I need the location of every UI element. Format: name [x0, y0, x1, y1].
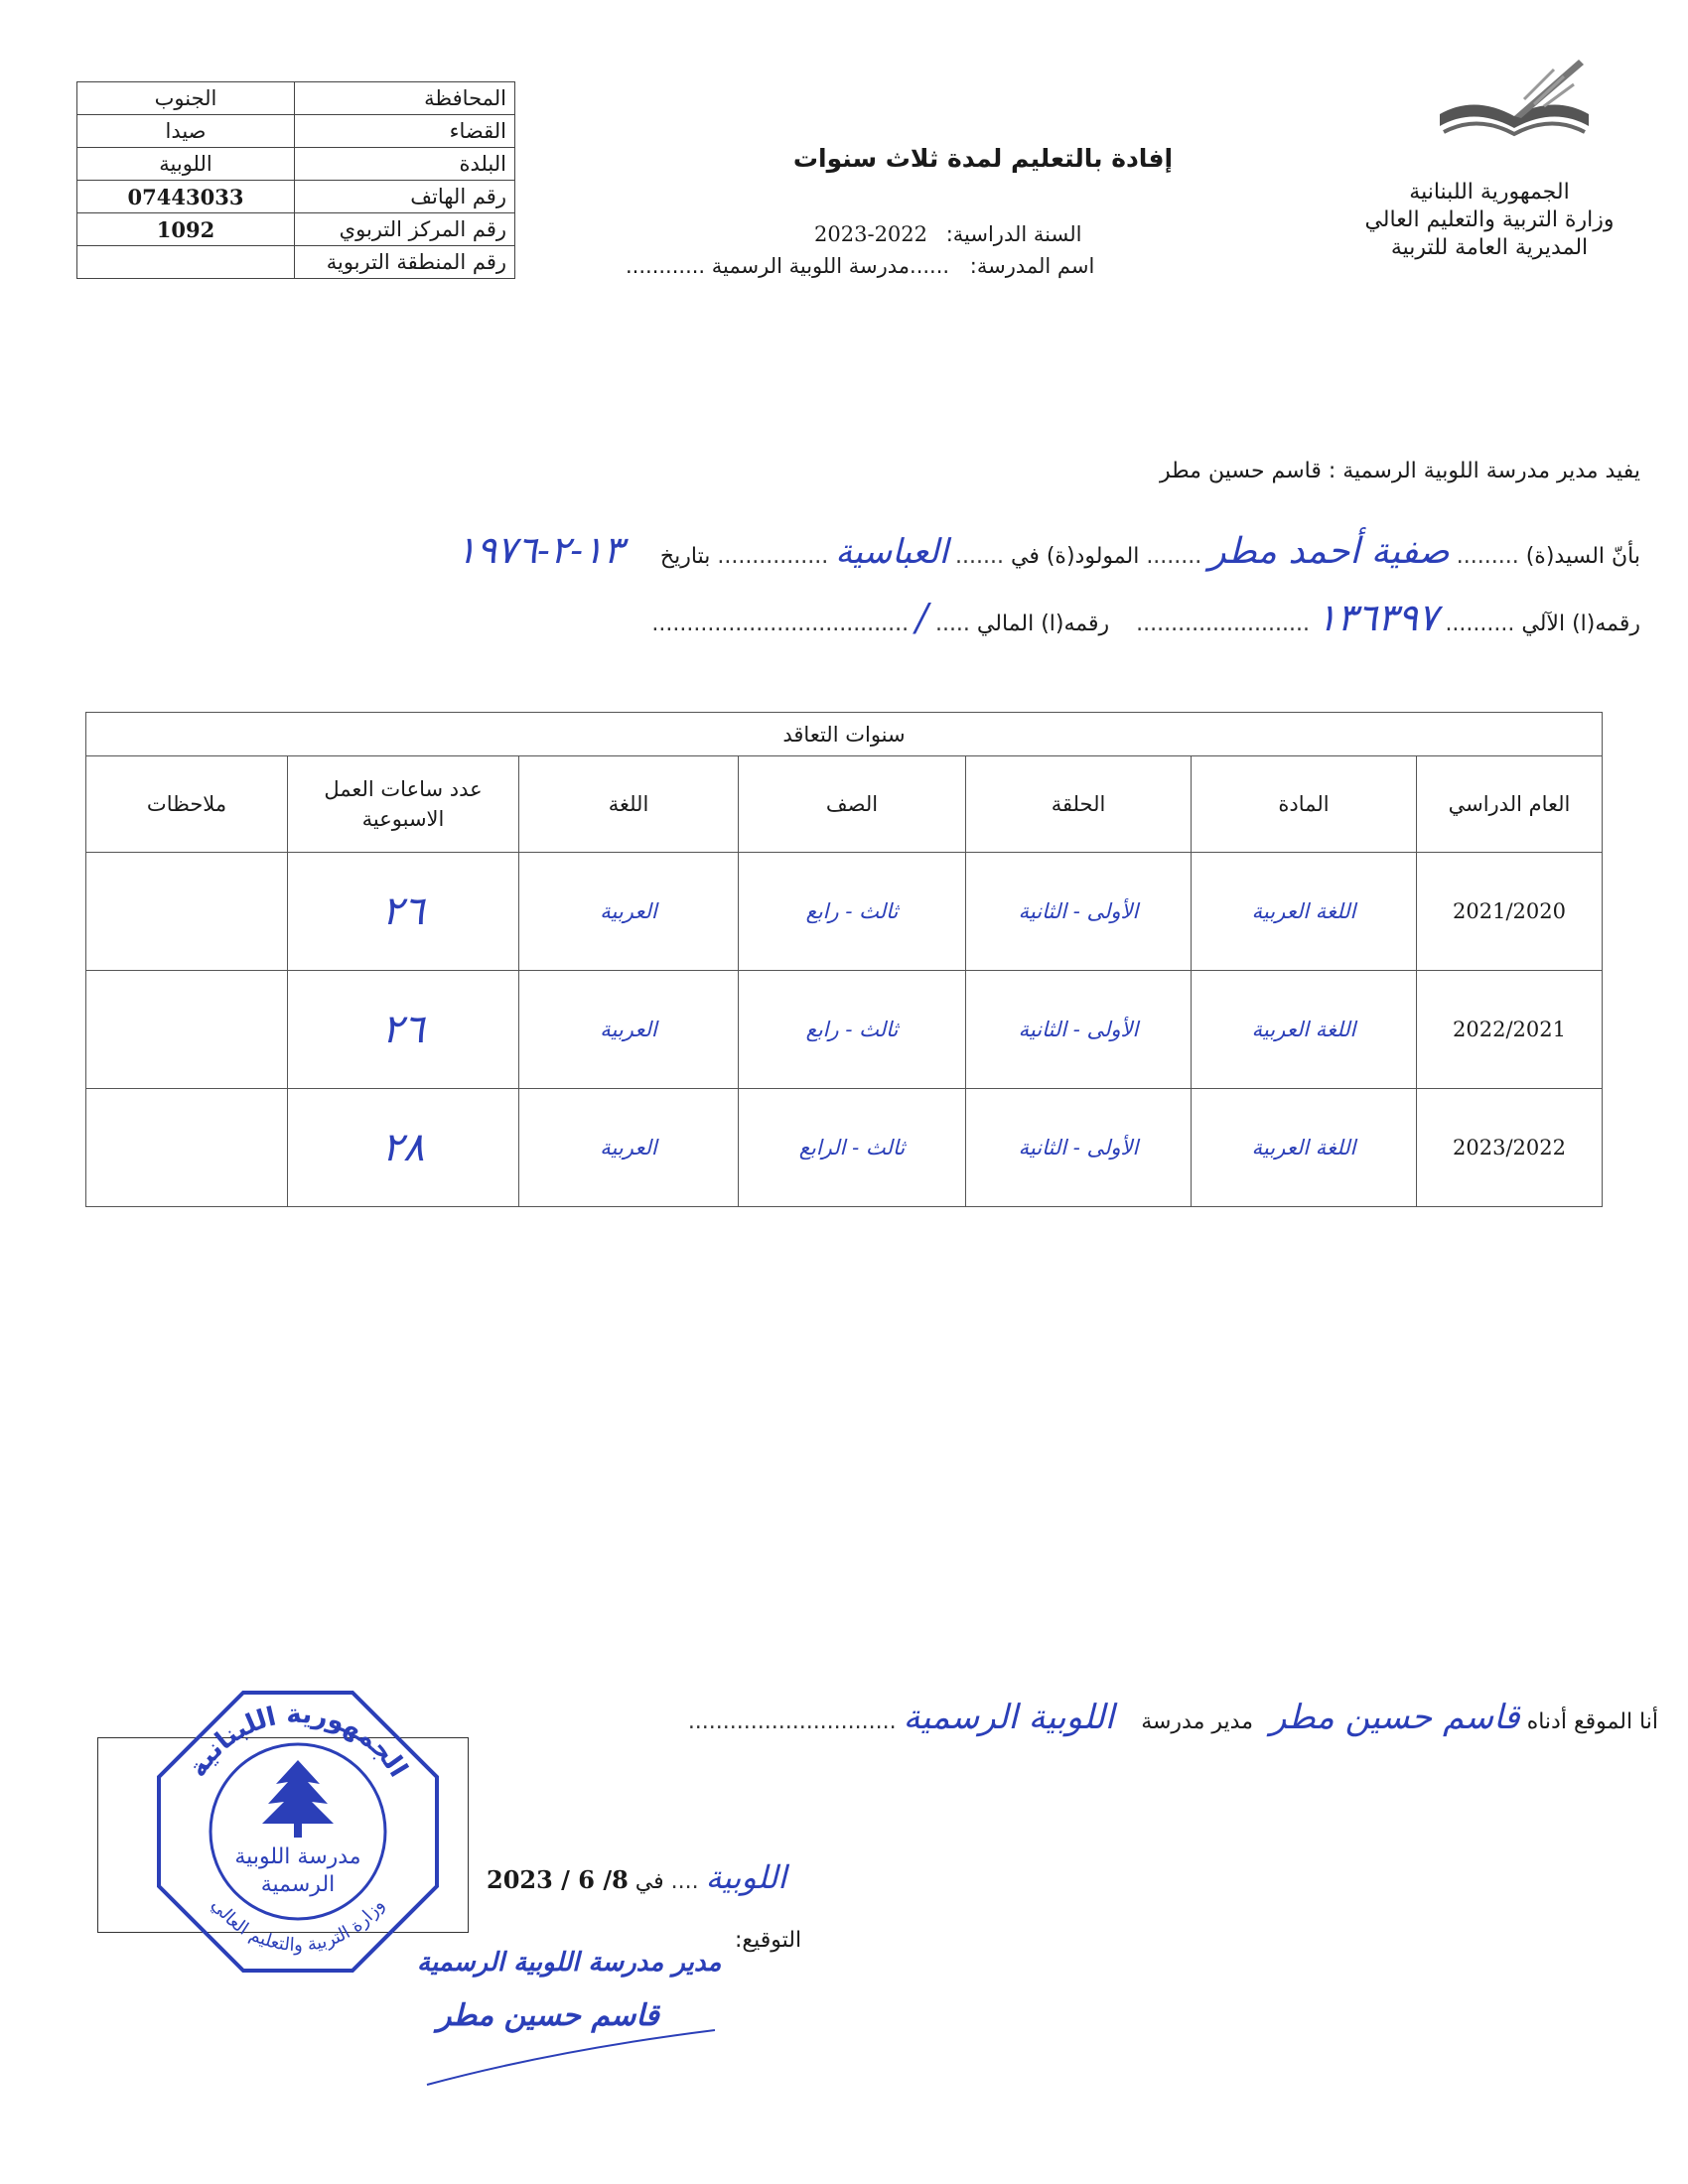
- language-cell: العربية: [519, 1089, 739, 1207]
- cycle-cell: الأولى - الثانية: [966, 1089, 1192, 1207]
- grade-cell: ثالث - رابع: [739, 971, 966, 1089]
- school-year-label: السنة الدراسية:: [945, 222, 1082, 246]
- fin-number-label: رقمه(ا) المالي: [976, 612, 1110, 636]
- table-row: [86, 853, 1603, 971]
- info-label: البلدة: [295, 148, 515, 181]
- mr-value: صفية أحمد مطر: [1208, 531, 1450, 572]
- table-row: [86, 1089, 1603, 1207]
- column-header: ملاحظات: [86, 756, 288, 853]
- director-signature: [407, 1931, 735, 2090]
- document-title: إفادة بالتعليم لمدة ثلاث سنوات: [792, 144, 1174, 173]
- grade-cell: ثالث - الرابع: [739, 1089, 966, 1207]
- signer-label: أنا الموقع أدناه: [1526, 1709, 1658, 1734]
- info-value: 1092: [77, 213, 295, 246]
- ministry-line: الجمهورية اللبنانية: [1409, 180, 1570, 205]
- stamp-bottom-text: وزارة التربية والتعليم العالي: [207, 1894, 389, 1957]
- info-value: اللوبية: [77, 148, 295, 181]
- column-header: اللغة: [519, 756, 739, 853]
- info-label: المحافظة: [295, 82, 515, 115]
- svg-text:وزارة التربية والتعليم العالي: [208, 1895, 389, 1956]
- table-caption: سنوات التعاقد: [86, 713, 1603, 756]
- language-cell: العربية: [519, 853, 739, 971]
- info-value: [77, 246, 295, 279]
- school-name-label: اسم المدرسة:: [969, 254, 1095, 278]
- cycle-cell: الأولى - الثانية: [966, 853, 1192, 971]
- cedar-icon: [262, 1760, 334, 1838]
- cycle-cell: الأولى - الثانية: [966, 971, 1192, 1089]
- fin-number-value: /: [915, 596, 928, 639]
- grade-cell: ثالث - رابع: [739, 853, 966, 971]
- notes-cell: [86, 853, 288, 971]
- info-row: [77, 82, 515, 115]
- subject-cell: اللغة العربية: [1192, 971, 1417, 1089]
- person-line: بأنّ السيد(ة) ......... صفية أحمد مطر ........ المولود(ة) في ....... العباسية ................ بتاريخ ١٣-٢-١٩٧٦: [456, 528, 1640, 572]
- born-label: المولود(ة) في: [1011, 544, 1140, 569]
- school-name-line: [626, 254, 1094, 278]
- year-cell: 2021/2020: [1417, 853, 1603, 971]
- column-header: المادة: [1192, 756, 1417, 853]
- info-row: [77, 246, 515, 279]
- column-header: العام الدراسي: [1417, 756, 1603, 853]
- column-header: الصف: [739, 756, 966, 853]
- auto-number-label: رقمه(ا) الآلي: [1521, 612, 1640, 636]
- subject-cell: اللغة العربية: [1192, 853, 1417, 971]
- stamp-inner-line1: مدرسة اللوبية: [234, 1844, 361, 1869]
- info-row: [77, 181, 515, 213]
- info-row: [77, 213, 515, 246]
- ministry-line: المديرية العامة للتربية: [1390, 235, 1589, 260]
- school-year-value: 2022-2023: [814, 222, 928, 246]
- info-row: [77, 115, 515, 148]
- column-header: الحلقة: [966, 756, 1192, 853]
- info-label: رقم الهاتف: [295, 181, 515, 213]
- info-label: رقم المنطقة التربوية: [295, 246, 515, 279]
- director-label: مدير مدرسة: [1141, 1709, 1253, 1734]
- column-header: عدد ساعات العمل الاسبوعية: [288, 756, 519, 853]
- ministry-block: [1340, 179, 1638, 262]
- info-table: [76, 81, 515, 279]
- school-name-value: ......مدرسة اللوبية الرسمية ............: [626, 254, 950, 278]
- notes-cell: [86, 1089, 288, 1207]
- signer-line: أنا الموقع أدناه قاسم حسين مطر مدير مدرسة اللوبية الرسمية ..............................: [687, 1698, 1658, 1737]
- official-stamp: [149, 1683, 447, 1980]
- date-label: بتاريخ: [659, 544, 711, 569]
- mr-label: بأنّ السيد(ة): [1525, 544, 1640, 569]
- table-header-row: [86, 756, 1603, 853]
- notes-cell: [86, 971, 288, 1089]
- place-value: اللوبية: [705, 1858, 787, 1896]
- language-cell: العربية: [519, 971, 739, 1089]
- born-value: العباسية: [835, 532, 949, 572]
- numbers-line: رقمه(ا) الآلي .......... ١٣٦٣٩٧ ......................... رقمه(ا) المالي ..... / .....................................: [651, 596, 1640, 639]
- signature-line2: قاسم حسين مطر: [437, 1998, 659, 2033]
- contract-years-table: [85, 712, 1603, 1207]
- info-value: 07443033: [77, 181, 295, 213]
- stamp-inner-line2: الرسمية: [260, 1872, 336, 1897]
- subject-cell: اللغة العربية: [1192, 1089, 1417, 1207]
- signature-label: التوقيع:: [735, 1928, 802, 1953]
- info-value: الجنوب: [77, 82, 295, 115]
- auto-number-value: ١٣٦٣٩٧: [1316, 596, 1439, 639]
- intro-line: يفيد مدير مدرسة اللوبية الرسمية : قاسم حسين مطر: [1159, 459, 1640, 483]
- info-label: القضاء: [295, 115, 515, 148]
- place-date-line: اللوبية .... في 2023 / 6 /8: [487, 1858, 787, 1896]
- info-row: [77, 148, 515, 181]
- hours-cell: ٢٦: [288, 853, 519, 971]
- declaration-school-value: اللوبية الرسمية: [903, 1698, 1115, 1737]
- stamp-outer-text: الجمهورية اللبنانية: [183, 1699, 414, 1783]
- school-year-line: [814, 222, 1081, 246]
- info-value: صيدا: [77, 115, 295, 148]
- in-label: في: [634, 1869, 664, 1894]
- hours-cell: ٢٨: [288, 1089, 519, 1207]
- table-caption-row: [86, 713, 1603, 756]
- birth-date-value: ١٣-٢-١٩٧٦: [456, 528, 624, 572]
- year-cell: 2023/2022: [1417, 1089, 1603, 1207]
- ministry-line: وزارة التربية والتعليم العالي: [1364, 207, 1615, 232]
- signer-value: قاسم حسين مطر: [1269, 1698, 1520, 1737]
- year-cell: 2022/2021: [1417, 971, 1603, 1089]
- info-label: رقم المركز التربوي: [295, 213, 515, 246]
- ministry-logo-icon: [1430, 55, 1599, 154]
- signature-line1: مدير مدرسة اللوبية الرسمية: [417, 1948, 722, 1978]
- footer-date-value: 2023 / 6 /8: [487, 1865, 629, 1894]
- table-row: [86, 971, 1603, 1089]
- hours-cell: ٢٦: [288, 971, 519, 1089]
